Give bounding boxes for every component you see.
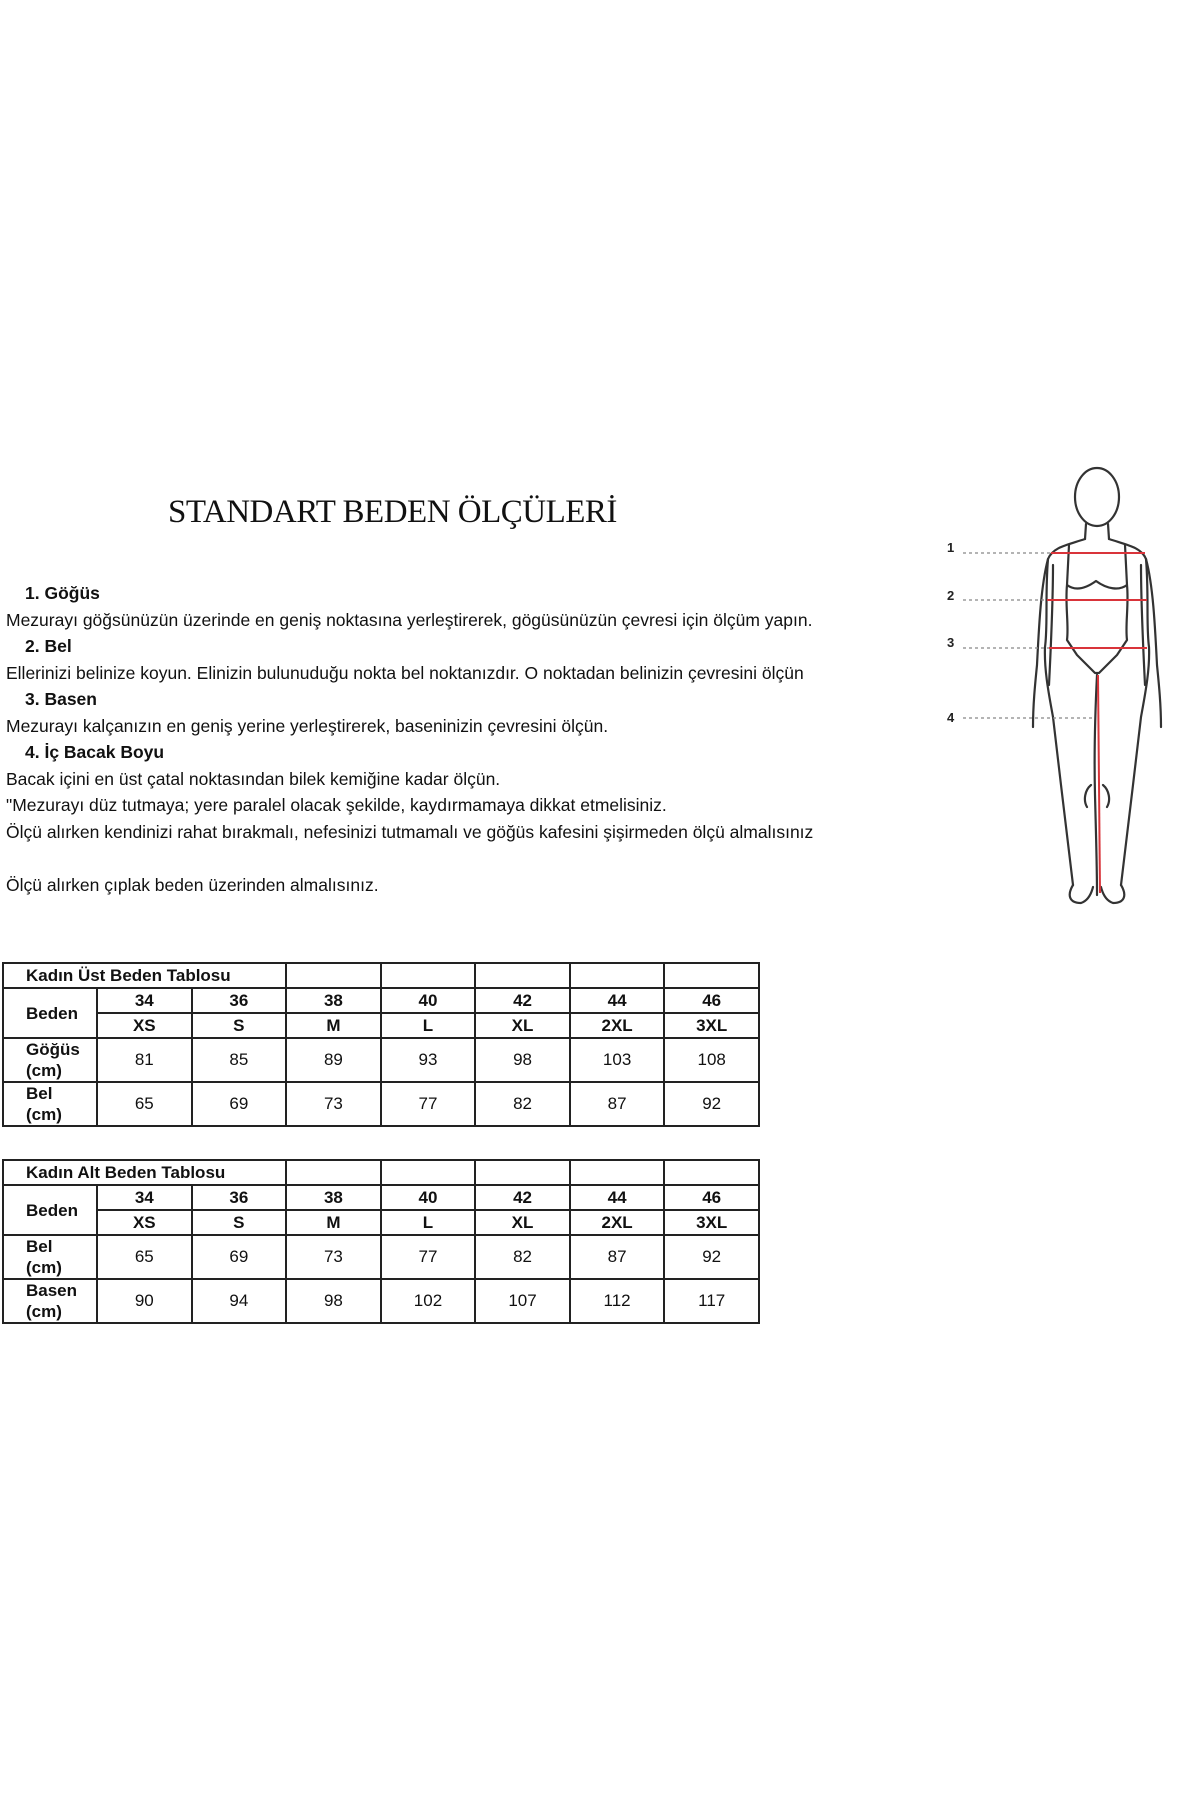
empty-cell <box>570 963 665 988</box>
page-title: STANDART BEDEN ÖLÇÜLERİ <box>168 494 617 530</box>
empty-cell <box>664 963 759 988</box>
measure-value: 92 <box>664 1082 759 1126</box>
inseam-measure-line <box>1098 675 1100 893</box>
empty-cell <box>475 963 570 988</box>
instruction-text-waist: Ellerinizi belinize koyun. Elinizin bulunuduğu nokta bel noktanızdır. O noktadan belinizin çevresini ölçün <box>6 662 804 683</box>
size-code: 2XL <box>570 1210 665 1235</box>
size-number: 36 <box>192 988 287 1013</box>
size-number: 34 <box>97 988 192 1013</box>
measure-name: Bel <box>26 1237 53 1256</box>
empty-cell <box>570 1160 665 1185</box>
measure-value: 92 <box>664 1235 759 1279</box>
size-code: XS <box>97 1210 192 1235</box>
measure-unit: (cm) <box>26 1258 62 1277</box>
size-number: 38 <box>286 988 381 1013</box>
size-code: XL <box>475 1210 570 1235</box>
size-code: M <box>286 1013 381 1038</box>
measure-value: 81 <box>97 1038 192 1082</box>
lower-body-size-table <box>2 1159 760 1324</box>
empty-cell <box>664 1160 759 1185</box>
size-code: M <box>286 1210 381 1235</box>
measure-value: 102 <box>381 1279 476 1323</box>
measure-value: 65 <box>97 1235 192 1279</box>
instruction-text-inseam: Bacak içini en üst çatal noktasından bilek kemiğine kadar ölçün. <box>6 768 501 789</box>
measure-value: 69 <box>192 1235 287 1279</box>
measure-value: 107 <box>475 1279 570 1323</box>
table-row <box>3 1038 759 1082</box>
marker-2: 2 <box>947 588 955 603</box>
table-caption: Kadın Alt Beden Tablosu <box>3 1160 286 1185</box>
instruction-text-hip: Mezurayı kalçanızın en geniş yerine yerleştirerek, baseninizin çevresini ölçün. <box>6 715 609 736</box>
size-number: 40 <box>381 1185 476 1210</box>
instruction-heading-inseam: 4. İç Bacak Boyu <box>25 742 165 762</box>
measure-value: 89 <box>286 1038 381 1082</box>
upper-body-size-table <box>2 962 760 1127</box>
measure-value: 103 <box>570 1038 665 1082</box>
empty-cell <box>286 1160 381 1185</box>
measure-name: Basen <box>26 1281 78 1300</box>
measure-value: 98 <box>286 1279 381 1323</box>
measure-value: 94 <box>192 1279 287 1323</box>
table-row <box>3 1279 759 1323</box>
measure-value: 87 <box>570 1235 665 1279</box>
size-number: 34 <box>97 1185 192 1210</box>
measure-label <box>3 1038 97 1082</box>
note-relax: Ölçü alırken kendinizi rahat bırakmalı, nefesinizi tutmamalı ve göğüs kafesini şişirmeden ölçü almalısınız <box>6 821 814 842</box>
measure-value: 82 <box>475 1082 570 1126</box>
size-code: 3XL <box>664 1013 759 1038</box>
empty-cell <box>286 963 381 988</box>
figure-head <box>1075 468 1119 526</box>
figure-inner-leg <box>1085 675 1109 895</box>
instruction-heading-hip: 3. Basen <box>25 689 97 709</box>
size-code: S <box>192 1210 287 1235</box>
size-code: L <box>381 1013 476 1038</box>
size-number: 44 <box>570 1185 665 1210</box>
table-caption: Kadın Üst Beden Tablosu <box>3 963 286 988</box>
measure-label <box>3 1235 97 1279</box>
body-measurement-figure <box>945 455 1175 915</box>
spacer <box>6 845 886 872</box>
measure-value: 112 <box>570 1279 665 1323</box>
measure-unit: (cm) <box>26 1302 62 1321</box>
size-number: 40 <box>381 988 476 1013</box>
instruction-heading-waist: 2. Bel <box>25 636 72 656</box>
measure-label <box>3 1279 97 1323</box>
size-number: 46 <box>664 988 759 1013</box>
measure-unit: (cm) <box>26 1105 62 1124</box>
marker-4: 4 <box>947 710 955 725</box>
instruction-text-chest: Mezurayı göğsünüzün üzerinde en geniş noktasına yerleştirerek, gögüsünüzün çevresi için ölçüm yapın. <box>6 609 813 630</box>
measure-value: 77 <box>381 1082 476 1126</box>
measure-name: Bel <box>26 1084 53 1103</box>
measure-value: 73 <box>286 1082 381 1126</box>
empty-cell <box>381 963 476 988</box>
measure-value: 77 <box>381 1235 476 1279</box>
measure-value: 90 <box>97 1279 192 1323</box>
size-code: XL <box>475 1013 570 1038</box>
measure-value: 108 <box>664 1038 759 1082</box>
instruction-heading-chest: 1. Göğüs <box>25 583 100 603</box>
figure-swimsuit <box>1066 545 1127 673</box>
empty-cell <box>381 1160 476 1185</box>
size-number: 42 <box>475 988 570 1013</box>
table-row <box>3 1082 759 1126</box>
note-tape-straight: "Mezurayı düz tutmaya; yere paralel olacak şekilde, kaydırmamaya dikkat etmelisiniz. <box>6 795 667 815</box>
size-row-label: Beden <box>3 1185 97 1235</box>
measurement-instructions <box>6 580 886 898</box>
size-number: 42 <box>475 1185 570 1210</box>
size-code: 2XL <box>570 1013 665 1038</box>
empty-cell <box>475 1160 570 1185</box>
size-row-label: Beden <box>3 988 97 1038</box>
table-row <box>3 1235 759 1279</box>
marker-1: 1 <box>947 540 955 555</box>
measure-value: 98 <box>475 1038 570 1082</box>
measure-value: 93 <box>381 1038 476 1082</box>
size-code: XS <box>97 1013 192 1038</box>
measure-value: 65 <box>97 1082 192 1126</box>
measure-value: 117 <box>664 1279 759 1323</box>
measure-name: Göğüs <box>26 1040 80 1059</box>
measure-value: 87 <box>570 1082 665 1126</box>
measure-value: 82 <box>475 1235 570 1279</box>
measure-label <box>3 1082 97 1126</box>
size-number: 46 <box>664 1185 759 1210</box>
size-code: 3XL <box>664 1210 759 1235</box>
measure-unit: (cm) <box>26 1061 62 1080</box>
size-code: L <box>381 1210 476 1235</box>
size-number: 36 <box>192 1185 287 1210</box>
size-number: 44 <box>570 988 665 1013</box>
size-code: S <box>192 1013 287 1038</box>
marker-3: 3 <box>947 635 955 650</box>
measure-value: 73 <box>286 1235 381 1279</box>
measure-value: 69 <box>192 1082 287 1126</box>
measure-value: 85 <box>192 1038 287 1082</box>
note-bare-body: Ölçü alırken çıplak beden üzerinden almalısınız. <box>6 874 379 895</box>
size-number: 38 <box>286 1185 381 1210</box>
